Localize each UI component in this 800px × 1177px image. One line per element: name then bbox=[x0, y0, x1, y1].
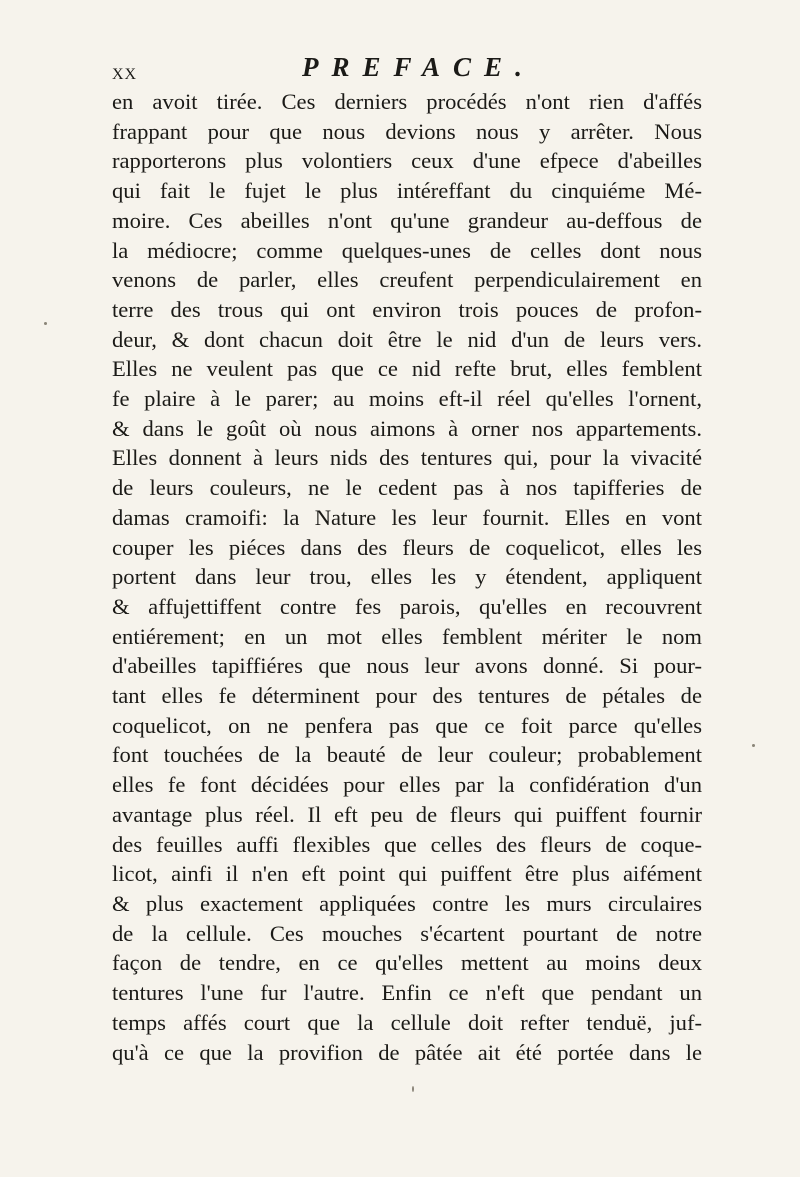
text-line: la médiocre; comme quelques-unes de celles dont nous bbox=[112, 237, 702, 263]
text-line: couper les piéces dans des fleurs de coquelicot, elles les bbox=[112, 534, 702, 560]
text-line: portent dans leur trou, elles les y étendent, appliquent bbox=[112, 564, 702, 590]
text-line: de la cellule. Ces mouches s'écartent pourtant de notre bbox=[112, 920, 702, 946]
text-line: moire. Ces abeilles n'ont qu'une grandeur au-deffous de bbox=[112, 207, 702, 233]
text-line: qui fait le fujet le plus intéreffant du cinquiéme Mé- bbox=[112, 178, 702, 204]
text-line: de leurs couleurs, ne le cedent pas à nos tapifferies de bbox=[112, 475, 702, 501]
text-line: damas cramoifi: la Nature les leur fournit. Elles en vont bbox=[112, 504, 702, 530]
text-line: deur, & dont chacun doit être le nid d'un de leurs vers. bbox=[112, 326, 702, 352]
text-line: temps affés court que la cellule doit refter tenduë, juf- bbox=[112, 1009, 702, 1035]
text-line: avantage plus réel. Il eft peu de fleurs qui puiffent fournir bbox=[112, 801, 702, 827]
text-line: des feuilles auffi flexibles que celles des fleurs de coque- bbox=[112, 831, 702, 857]
text-line: font touchées de la beauté de leur couleur; probablement bbox=[112, 742, 702, 768]
paper-speck bbox=[412, 1086, 414, 1092]
paper-speck bbox=[44, 322, 47, 325]
text-line: tentures l'une fur l'autre. Enfin ce n'eft que pendant un bbox=[112, 980, 702, 1006]
body-text bbox=[112, 87, 702, 1067]
page-header bbox=[112, 52, 702, 88]
text-line: terre des trous qui ont environ trois pouces de profon- bbox=[112, 296, 702, 322]
text-line: venons de parler, elles creufent perpendiculairement en bbox=[112, 267, 702, 293]
text-line: façon de tendre, en ce qu'elles mettent au moins deux bbox=[112, 950, 702, 976]
text-line: & plus exactement appliquées contre les murs circulaires bbox=[112, 890, 702, 916]
text-line: d'abeilles tapiffiéres que nous leur avons donné. Si pour- bbox=[112, 653, 702, 679]
text-line: & dans le goût où nous aimons à orner nos appartements. bbox=[112, 415, 702, 441]
text-line: frappant pour que nous devions nous y arrêter. Nous bbox=[112, 118, 702, 144]
text-line: elles fe font décidées pour elles par la confidération d'un bbox=[112, 772, 702, 798]
paper-speck bbox=[752, 744, 755, 747]
text-line: entiérement; en un mot elles femblent mériter le nom bbox=[112, 623, 702, 649]
text-line: tant elles fe déterminent pour des tentures de pétales de bbox=[112, 683, 702, 709]
text-line: rapporterons plus volontiers ceux d'une efpece d'abeilles bbox=[112, 148, 702, 174]
text-line: qu'à ce que la provifion de pâtée ait été portée dans le bbox=[112, 1039, 702, 1065]
text-line: fe plaire à le parer; au moins eft-il réel qu'elles l'ornent, bbox=[112, 386, 702, 412]
running-title: PREFACE. bbox=[302, 52, 535, 82]
text-line: Elles ne veulent pas que ce nid refte brut, elles femblent bbox=[112, 356, 702, 382]
text-line: licot, ainfi il n'en eft point qui puiffent être plus aifément bbox=[112, 861, 702, 887]
text-line: Elles donnent à leurs nids des tentures qui, pour la vivacité bbox=[112, 445, 702, 471]
text-line: en avoit tirée. Ces derniers procédés n'ont rien d'affés bbox=[112, 89, 702, 114]
text-line: & affujettiffent contre fes parois, qu'elles en recouvrent bbox=[112, 593, 702, 619]
page-number: XX bbox=[112, 66, 138, 83]
text-line: coquelicot, on ne penfera pas que ce foit parce qu'elles bbox=[112, 712, 702, 738]
